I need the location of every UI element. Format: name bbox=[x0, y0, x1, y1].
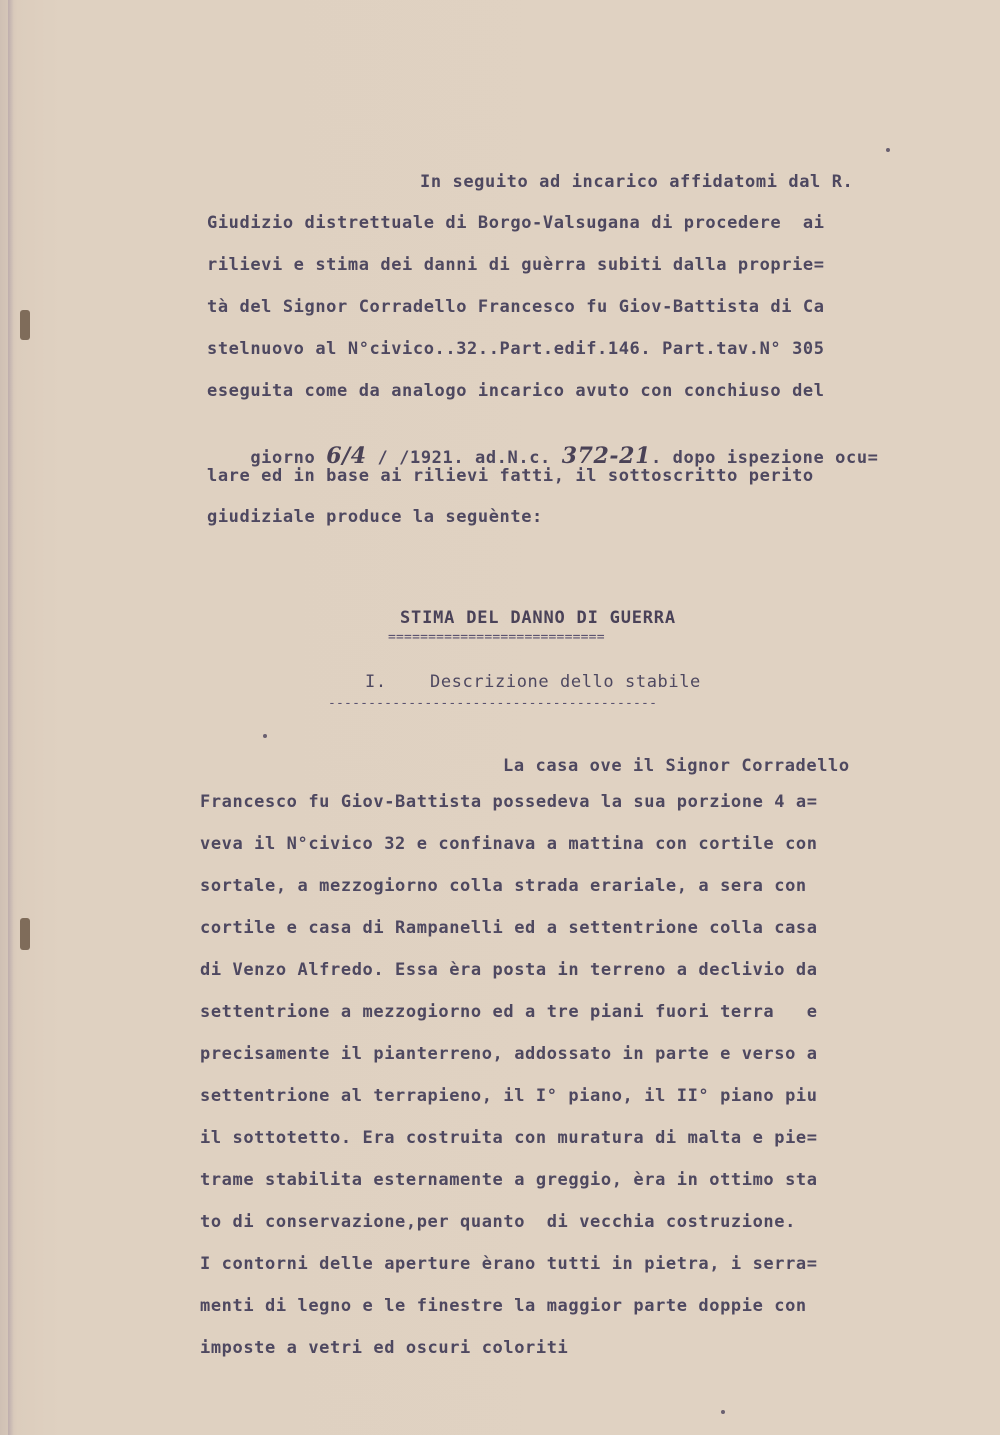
binding-mark bbox=[20, 918, 30, 950]
body-line-9: settentrione al terrapieno, il I° piano, il II° piano piu bbox=[200, 1086, 818, 1106]
body-line-13: I contorni delle aperture èrano tutti in pietra, i serra= bbox=[200, 1254, 818, 1274]
body-line-11: trame stabilita esternamente a greggio, èra in ottimo sta bbox=[200, 1170, 818, 1190]
body-line-4: sortale, a mezzogiorno colla strada erariale, a sera con bbox=[200, 876, 807, 896]
paper-speck bbox=[721, 1410, 725, 1414]
body-line-6: di Venzo Alfredo. Essa èra posta in terreno a declivio da bbox=[200, 960, 818, 980]
intro-line-7-end: . dopo ispezione ocu= bbox=[650, 448, 879, 468]
intro-line-5: stelnuovo al N°civico..32..Part.edif.146. Part.tav.N° 305 bbox=[207, 339, 825, 359]
body-line-10: il sottotetto. Era costruita con muratura di malta e pie= bbox=[200, 1128, 818, 1148]
document-title: STIMA DEL DANNO DI GUERRA bbox=[400, 608, 676, 628]
intro-line-7-start: giorno bbox=[250, 448, 316, 468]
paper-speck bbox=[886, 148, 890, 152]
title-underline: =========================== bbox=[388, 630, 605, 645]
handwritten-number: 372-21 bbox=[561, 443, 651, 469]
body-line-14: menti di legno e le finestre la maggior parte doppie con bbox=[200, 1296, 807, 1316]
intro-line-7-mid: / /1921. ad.N.c. bbox=[377, 448, 551, 468]
paper-speck bbox=[263, 734, 267, 738]
body-line-12: to di conservazione,per quanto di vecchia costruzione. bbox=[200, 1212, 796, 1232]
section-heading: I. Descrizione dello stabile bbox=[365, 672, 701, 692]
intro-line-3: rilievi e stima dei danni di guèrra subiti dalla proprie= bbox=[207, 255, 825, 275]
intro-line-2: Giudizio distrettuale di Borgo-Valsugana di procedere ai bbox=[207, 213, 825, 233]
body-line-15: imposte a vetri ed oscuri coloriti bbox=[200, 1338, 569, 1358]
intro-line-6: eseguita come da analogo incarico avuto con conchiuso del bbox=[207, 381, 825, 401]
intro-line-8: lare ed in base ai rilievi fatti, il sottoscritto perito bbox=[207, 466, 814, 486]
section-underline: ----------------------------------------- bbox=[328, 696, 658, 711]
intro-line-1: In seguito ad incarico affidatomi dal R. bbox=[420, 172, 854, 192]
body-line-2: Francesco fu Giov-Battista possedeva la sua porzione 4 a= bbox=[200, 792, 818, 812]
body-line-3: veva il N°civico 32 e confinava a mattina con cortile con bbox=[200, 834, 818, 854]
handwritten-date: 6/4 bbox=[326, 443, 367, 469]
intro-line-4: tà del Signor Corradello Francesco fu Giov-Battista di Ca bbox=[207, 297, 825, 317]
body-line-5: cortile e casa di Rampanelli ed a settentrione colla casa bbox=[200, 918, 818, 938]
body-line-7: settentrione a mezzogiorno ed a tre piani fuori terra e bbox=[200, 1002, 818, 1022]
binding-mark bbox=[20, 310, 30, 340]
page-edge-shadow bbox=[8, 0, 14, 1435]
body-line-1: La casa ove il Signor Corradello bbox=[503, 756, 850, 776]
intro-line-9: giudiziale produce la seguènte: bbox=[207, 507, 543, 527]
body-line-8: precisamente il pianterreno, addossato in parte e verso a bbox=[200, 1044, 818, 1064]
